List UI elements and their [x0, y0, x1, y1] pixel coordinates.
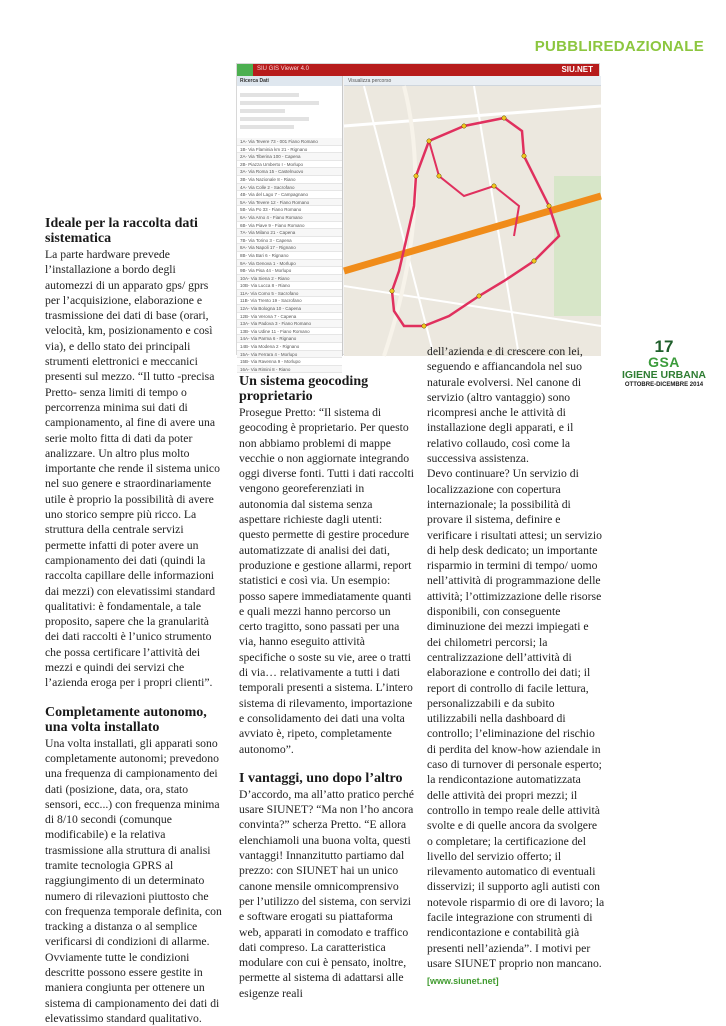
- route-map: [344, 86, 601, 356]
- stops-list: [237, 138, 342, 373]
- stop-row[interactable]: 11B- Via Trento 19 - Sacrofano: [237, 297, 342, 305]
- app-topbar: [237, 64, 599, 76]
- sidebar-title: Ricerca Dati: [237, 76, 342, 86]
- stop-row[interactable]: 6A- Via Arno 4 - Fiano Romano: [237, 214, 342, 222]
- stop-row[interactable]: 7B- Via Torino 3 - Capena: [237, 237, 342, 245]
- heading-raccolta-dati: Ideale per la raccolta dati sistematica: [45, 216, 198, 246]
- stop-row[interactable]: 10B- Via Lucca 8 - Riano: [237, 282, 342, 290]
- website-link[interactable]: [www.siunet.net]: [427, 976, 499, 987]
- stop-row[interactable]: 3B- Via Nazionale 8 - Riano: [237, 176, 342, 184]
- stop-row[interactable]: 6B- Via Piave 9 - Fiano Romano: [237, 222, 342, 230]
- column-3: [427, 344, 605, 989]
- page-number: 17: [654, 337, 674, 356]
- stop-row[interactable]: 14A- Via Parma 6 - Rignano: [237, 335, 342, 343]
- paragraph: Devo continuare? Un servizio di localizzazione con copertura internazionale; la possibilità di provare il sistema, definire e verificare i risultati attesi; un servizio di help desk dedicato; un importante risparmio in termini di tempo/ uomo nell’attività di programmazione delle attività; l’ottimizzazione delle risorse disponibili, con conseguente diminuzione dei mezzi impiegati e dei chilometri percorsi; la centralizzazione dell’attività di elaborazione e controllo dei dati; il report di controllo di facile lettura, personalizzabili e da subito utilizzabili nella dashboard di controllo; l’eliminazione del rischio di perdita del know-how aziendale in caso di turnover di personale esperto; la rendicontazione automatizzata delle attività dei propri mezzi; il controllo in tempo reale delle attività svolte e di quelle ancora da svolgere o completare; la certificazione del livello del servizio offerto; il rilevamento automatico di eventuali disservizi; il supporto agli autisti con notevole risparmio di ore di lavoro; la facile integrazione con strumenti di rendicontazione e contabilità già presenti nell’azienda”. I motivi per usare SIUNET proprio non mancano.: [427, 467, 605, 970]
- paragraph: D’accordo, ma all’atto pratico perché usare SIUNET? “Ma non l’ho ancora convinta?” scherza Pretto. “E allora elenchiamoli una buona volta, questi vantaggi! Innanzitutto partiamo dal prezzo: con SIUNET hai un unico canone mensile omnicomprensivo per l’utilizzo del sistema, con servizi e software erogati su piattaforma web, apparati in comodato e traffico dati compreso. La caratteristica modulare con cui è pensato, inoltre, permette al sistema di adattarsi alle esigenze reali: [239, 787, 414, 1000]
- magazine-logo: GSA: [648, 354, 680, 370]
- stop-row[interactable]: 5B- Via Po 33 - Fiano Romano: [237, 206, 342, 214]
- section-label: PUBBLIREDAZIONALE: [534, 38, 704, 55]
- column-2: [239, 374, 414, 1001]
- page-folio: [616, 338, 712, 389]
- app-brand: SIU.NET: [561, 65, 593, 74]
- paragraph: La parte hardware prevede l’installazione a bordo degli automezzi di un apparato gps/ gprs per l’acquisizione, elaborazione e trasmissione dei dati di base (orari, velocità, km, posizionamento e così via), e dello stato dei principali strumenti elettronici e meccanici presenti sul mezzo. “Il tutto -precisa Pretto- senza limiti di tempo o percorrenza minima sui dati di campionamento, al fine di avere una serie molto fitta di dati da poter analizzare. Un altro plus molto importante che rende il sistema unico nel suo genere e straordinariamente utile è proprio la possibilità di avere uno storico sempre più ricco. La struttura della centrale servizi permette infatti di poter avere un campionamento dei dati (quindi la raccolta capillare delle informazioni dai mezzi) con elevatissimi standard qualitativi: è fondamentale, a tale proposito, sapere che la granularità dei dati raccolti è l’unico strumento che possa certificare l’attività dei mezzi e quindi dei servizi che l’azienda eroga per i propri clienti”.: [45, 248, 220, 690]
- stop-row[interactable]: 9B- Via Pisa 44 - Morlupo: [237, 267, 342, 275]
- paragraph: Una volta installati, gli apparati sono completamente autonomi; prevedono una frequenza di campionamento dei dati (posizione, data, ora, stato sensori, ecc...) con frequenza minima di 8/10 secondi (comunque modificabile) e la relativa trasmissione alla struttura di analisi tramite tecnologia GPRS al raggiungimento di un determinato numero di rilevazioni piuttosto che con frequenza temporale definita, con tracking a distanza o al semplice verificarsi di condizioni di allarme. Ovviamente tutte le condizioni descritte possono essere gestite in maniera congiunta per ottenere un sistema di campionamento dei dati di elevatissimo standard qualitativo.: [45, 736, 222, 1025]
- heading-vantaggi: I vantaggi, uno dopo l’altro: [239, 770, 403, 786]
- stop-row[interactable]: 16A- Via Rimini 8 - Riano: [237, 366, 342, 374]
- heading-autonomo: Completamente autonomo, una volta installato: [45, 704, 207, 735]
- stop-row[interactable]: 13A- Via Padova 3 - Fiano Romano: [237, 320, 342, 328]
- paragraph: Prosegue Pretto: “Il sistema di geocoding è proprietario. Per questo non abbiamo problemi di mappe vecchie o non aggiornate integrando oggi diverse fonti. Tutti i dati raccolti vengono georeferenziati in autonomia dal sistema senza aspettare richieste dagli utenti: questo permette di gestire procedure automatizzate di analisi dei dati, produzione e gestione allarmi, report statistici e così via. Un esempio: posso sapere immediatamente quanti e quali mezzi hanno percorso un certo tragitto, sono passati per una via, hanno eseguito attività specifiche o soste su vie, aree o tratti di via… relativamente a tutti i dati temporali presenti a sistema. L’intero sistema di rilevamento, importazione e consolidamento dei dati una volta avviato è, ripeto, completamente autonomo”.: [239, 406, 414, 756]
- stop-row[interactable]: 2A- Via Tiberina 100 - Capena: [237, 153, 342, 161]
- stop-row[interactable]: 2B- Piazza Umberto I - Morlupo: [237, 161, 342, 169]
- app-sidebar: [237, 76, 343, 372]
- stop-row[interactable]: 7A- Via Milano 21 - Capena: [237, 229, 342, 237]
- search-form: [237, 86, 342, 138]
- magazine-title: IGIENE URBANA: [621, 369, 706, 381]
- siunet-screenshot: [236, 63, 600, 372]
- stop-row[interactable]: 1B- Via Flaminia km 21 - Rignano: [237, 146, 342, 154]
- stop-row[interactable]: 4B- Via del Lago 7 - Campagnano: [237, 191, 342, 199]
- column-1: [45, 216, 225, 1026]
- stop-row[interactable]: 11A- Via Como 5 - Sacrofano: [237, 290, 342, 298]
- issue-date: OTTOBRE-DICEMBRE 2014: [624, 382, 704, 388]
- stop-row[interactable]: 15B- Via Ravenna 9 - Morlupo: [237, 358, 342, 366]
- stop-row[interactable]: 4A- Via Colle 2 - Sacrofano: [237, 184, 342, 192]
- stop-row[interactable]: 10A- Via Siena 2 - Riano: [237, 275, 342, 283]
- stop-row[interactable]: 1A- Via Tevere 73 - 001 Fiano Romano: [237, 138, 342, 146]
- map-toolbar: Visualizza percorso: [344, 76, 601, 86]
- stop-row[interactable]: 14B- Via Modena 2 - Rignano: [237, 343, 342, 351]
- app-logo-icon: [237, 64, 253, 76]
- stop-row[interactable]: 9A- Via Genova 1 - Morlupo: [237, 260, 342, 268]
- stop-row[interactable]: 12A- Via Bologna 10 - Capena: [237, 305, 342, 313]
- stop-row[interactable]: 8A- Via Napoli 17 - Rignano: [237, 244, 342, 252]
- stop-row[interactable]: 13B- Via Udine 11 - Fiano Romano: [237, 328, 342, 336]
- stop-row[interactable]: 12B- Via Verona 7 - Capena: [237, 313, 342, 321]
- stop-row[interactable]: 5A- Via Tevere 12 - Fiano Romano: [237, 199, 342, 207]
- paragraph: dell’azienda e di crescere con lei, seguendo e affiancandola nel suo naturale evolversi. Nel canone di servizio (altro vantaggio) sono ricompresi anche le attività di installazione degli apparati, e il relativo collaudo, così come la successiva assistenza.: [427, 345, 583, 466]
- stop-row[interactable]: 8B- Via Bari 6 - Rignano: [237, 252, 342, 260]
- stop-row[interactable]: 3A- Via Roma 15 - Castelnuovo: [237, 168, 342, 176]
- stop-row[interactable]: 15A- Via Ferrara 4 - Morlupo: [237, 351, 342, 359]
- heading-geocoding: Un sistema geocoding proprietario: [239, 374, 369, 404]
- app-tabs: SIU GIS Viewer 4.0: [257, 66, 309, 72]
